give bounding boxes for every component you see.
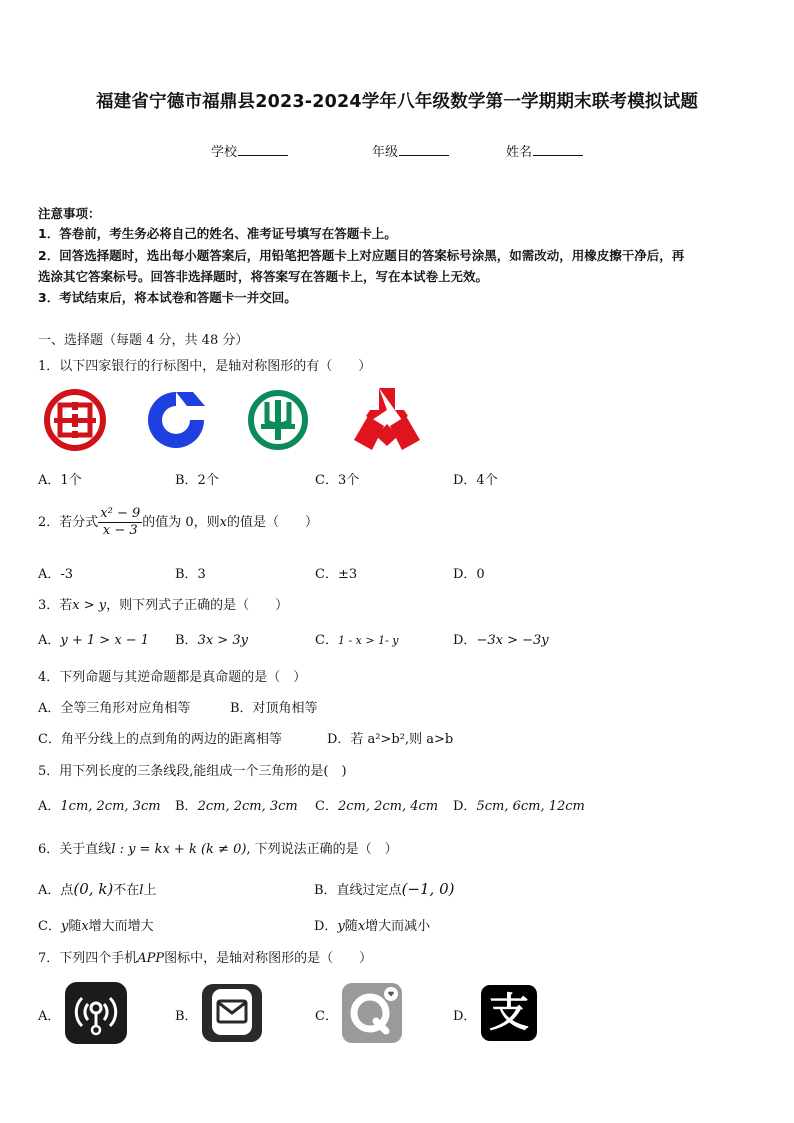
notice-item: 1．答卷前，考生务必将自己的姓名、准考证号填写在答题卡上。 <box>38 226 397 241</box>
question-6-stem: 6．关于直线l : y = kx + k (k ≠ 0), 下列说法正确的是（ ） <box>38 842 398 857</box>
option-b[interactable]: B．2个 <box>175 473 219 488</box>
ccb-logo-icon <box>143 388 209 452</box>
option-b[interactable]: B．3 <box>175 567 206 582</box>
section-heading: 一、选择题（每题 4 分，共 48 分） <box>38 333 249 348</box>
option-d[interactable]: D．5cm, 6cm, 12cm <box>453 799 585 814</box>
option-b[interactable]: B．2cm, 2cm, 3cm <box>175 799 298 814</box>
option-c-label[interactable]: C． <box>315 1009 338 1024</box>
page-title: 福建省宁德市福鼎县2023-2024学年八年级数学第一学期期末联考模拟试题 <box>95 92 699 112</box>
option-d[interactable]: D．0 <box>453 567 485 582</box>
grade-field[interactable]: 年级 <box>372 141 449 160</box>
option-a[interactable]: A．-3 <box>38 567 74 582</box>
question-2-stem: 2．若分式 $\frac{\text{x² − 9}}{x - 3}$ 的值为 0，则x的值是（ ） <box>38 506 319 538</box>
question-7-stem: 7．下列四个手机APP图标中，是轴对称图形的是（ ） <box>38 951 373 966</box>
question-3-stem: 3．若x > y，则下列式子正确的是（ ） <box>38 598 289 613</box>
boc-logo-icon <box>350 386 424 452</box>
option-a-label[interactable]: A． <box>38 1009 61 1024</box>
option-c[interactable]: C．2cm, 2cm, 4cm <box>315 799 439 814</box>
notice-heading: 注意事项： <box>38 206 101 221</box>
option-d[interactable]: D．4个 <box>453 473 498 488</box>
option-d[interactable]: D．y随x增大而减小 <box>314 919 431 934</box>
option-b[interactable]: B．对顶角相等 <box>230 701 318 716</box>
abc-logo-icon <box>245 388 311 452</box>
option-b-label[interactable]: B． <box>175 1009 198 1024</box>
school-field[interactable]: 学校 <box>211 141 288 160</box>
notice-item: 3．考试结束后，将本试卷和答题卡一并交回。 <box>38 290 297 305</box>
name-field[interactable]: 姓名 <box>506 141 583 160</box>
option-c[interactable]: C．3个 <box>315 473 360 488</box>
question-1-stem: 1．以下四家银行的行标图中，是轴对称图形的有（ ） <box>38 359 372 374</box>
icbc-logo-icon <box>40 388 110 452</box>
option-a[interactable]: A．点(0, k)不在l上 <box>38 880 157 898</box>
option-a[interactable]: A．1个 <box>38 473 82 488</box>
q-app-icon[interactable] <box>342 983 402 1043</box>
option-c[interactable]: C．1 - x > 1- y <box>315 633 399 648</box>
option-c[interactable]: C．角平分线上的点到角的两边的距离相等 <box>38 732 282 747</box>
mail-app-icon[interactable] <box>202 984 262 1042</box>
question-5-stem: 5．用下列长度的三条线段,能组成一个三角形的是( ) <box>38 764 347 779</box>
option-b[interactable]: B．3x > 3y <box>175 633 248 648</box>
option-c[interactable]: C．y随x增大而增大 <box>38 919 154 934</box>
option-b[interactable]: B．直线过定点(−1, 0) <box>314 880 455 898</box>
option-d[interactable]: D．若 a²>b²,则 a>b <box>327 732 454 747</box>
alipay-app-icon[interactable]: 支 <box>481 985 537 1041</box>
option-a[interactable]: A．y + 1 > x − 1 <box>38 633 150 648</box>
notice-item: 选涂其它答案标号。回答非选择题时，将答案写在答题卡上，写在本试卷上无效。 <box>38 269 489 284</box>
option-a[interactable]: A．全等三角形对应角相等 <box>38 701 191 716</box>
notice-item: 2．回答选择题时，选出每小题答案后，用铅笔把答题卡上对应题目的答案标号涂黑，如需改动，用橡皮擦干净后，再 <box>38 248 685 263</box>
option-d[interactable]: D．−3x > −3y <box>453 633 549 648</box>
wifi-key-app-icon[interactable] <box>65 982 127 1044</box>
option-a[interactable]: A．1cm, 2cm, 3cm <box>38 799 161 814</box>
question-4-stem: 4．下列命题与其逆命题都是真命题的是（ ） <box>38 670 307 685</box>
option-d-label[interactable]: D． <box>453 1009 477 1024</box>
option-c[interactable]: C．±3 <box>315 567 358 582</box>
fraction: $\frac{\text{x² − 9}}{x - 3}$ <box>100 506 141 538</box>
